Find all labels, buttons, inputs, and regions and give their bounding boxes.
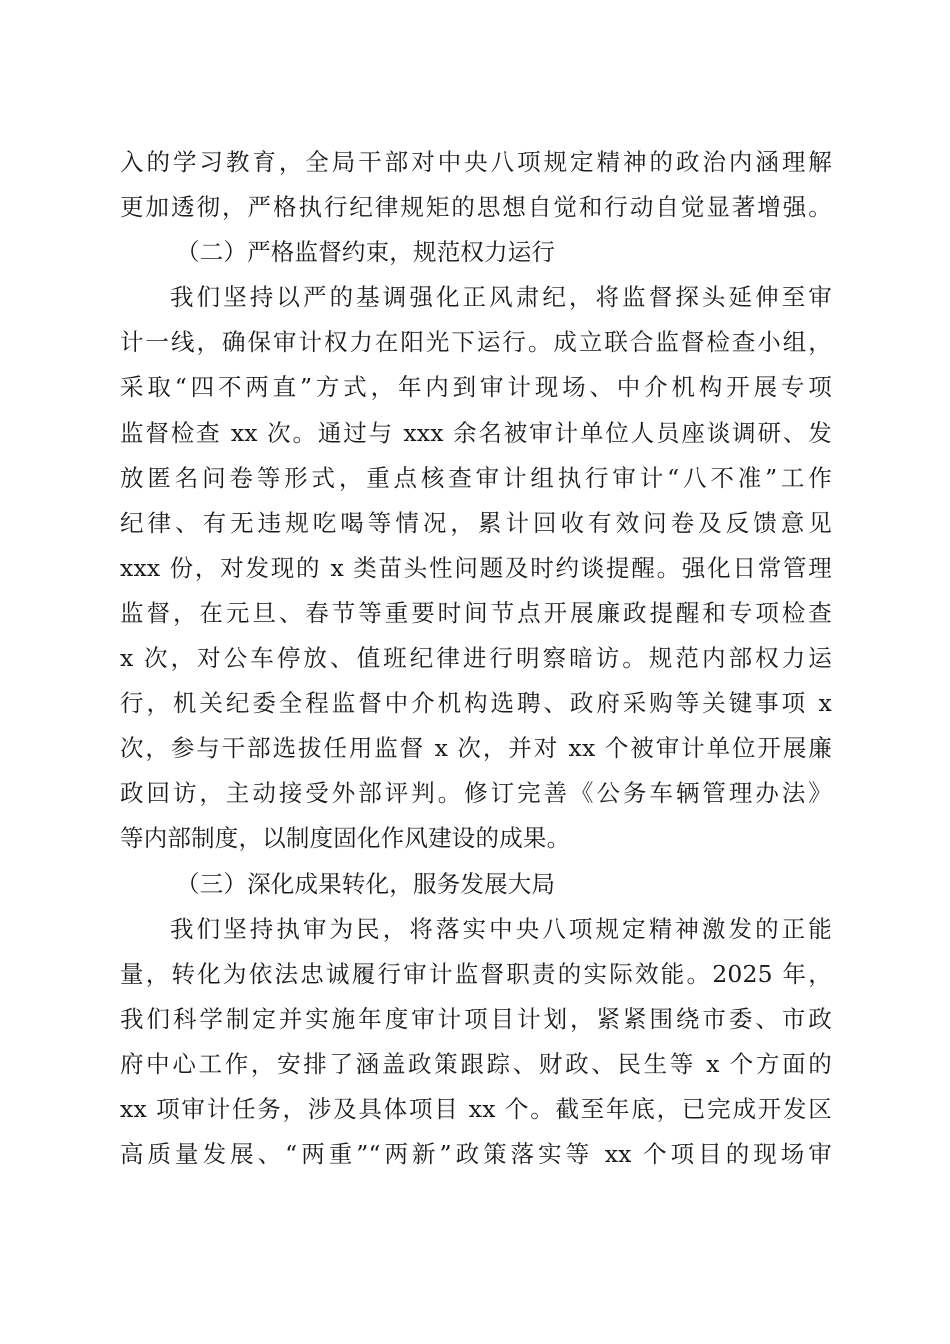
body-line: 计一线，确保审计权力在阳光下运行。成立联合监督检查小组， <box>120 328 832 357</box>
body-line: 政回访，主动接受外部评判。修订完善《公务车辆管理办法》 <box>120 779 832 808</box>
body-line: 行，机关纪委全程监督中介机构选聘、政府采购等关键事项 x <box>120 689 832 718</box>
body-line: 我们科学制定并实施年度审计项目计划，紧紧围绕市委、市政 <box>120 1004 832 1033</box>
body-line: 监督检查 xx 次。通过与 xxx 余名被审计单位人员座谈调研、发 <box>120 418 832 447</box>
body-line: x 次，对公车停放、值班纪律进行明察暗访。规范内部权力运 <box>120 644 832 673</box>
body-line: xx 项审计任务，涉及具体项目 xx 个。截至年底，已完成开发区 <box>120 1094 832 1123</box>
body-line: 采取“四不两直”方式，年内到审计现场、中介机构开展专项 <box>120 373 832 402</box>
body-line: 府中心工作，安排了涵盖政策跟踪、财政、民生等 x 个方面的 <box>120 1049 832 1078</box>
body-line: 放匿名问卷等形式，重点核查审计组执行审计“八不准”工作 <box>120 463 832 492</box>
paragraph-last-line: 等内部制度，以制度固化作风建设的成果。 <box>120 824 571 853</box>
paragraph-first-line: 我们坚持以严的基调强化正风肃纪，将监督探头延伸至审 <box>170 283 832 312</box>
paragraph-first-line: 我们坚持执审为民，将落实中央八项规定精神激发的正能 <box>170 914 832 943</box>
body-line: xxx 份，对发现的 x 类苗头性问题及时约谈提醒。强化日常管理 <box>120 553 832 582</box>
body-line: 次，参与干部选拔任用监督 x 次，并对 xx 个被审计单位开展廉 <box>120 734 832 763</box>
section-heading-3: （三）深化成果转化，服务发展大局 <box>176 869 556 898</box>
body-line: 更加透彻，严格执行纪律规矩的思想自觉和行动自觉显著增强。 <box>120 193 832 222</box>
body-line: 入的学习教育，全局干部对中央八项规定精神的政治内涵理解 <box>120 148 832 176</box>
document-body <box>120 140 832 1177</box>
body-line: 量，转化为依法忠诚履行审计监督职责的实际效能。2025 年， <box>120 959 832 988</box>
body-line: 高质量发展、“两重”“两新”政策落实等 xx 个项目的现场审 <box>120 1140 832 1169</box>
body-line: 纪律、有无违规吃喝等情况，累计回收有效问卷及反馈意见 <box>120 508 832 537</box>
section-heading-2: （二）严格监督约束，规范权力运行 <box>176 238 556 267</box>
body-line: 监督，在元旦、春节等重要时间节点开展廉政提醒和专项检查 <box>120 598 832 627</box>
